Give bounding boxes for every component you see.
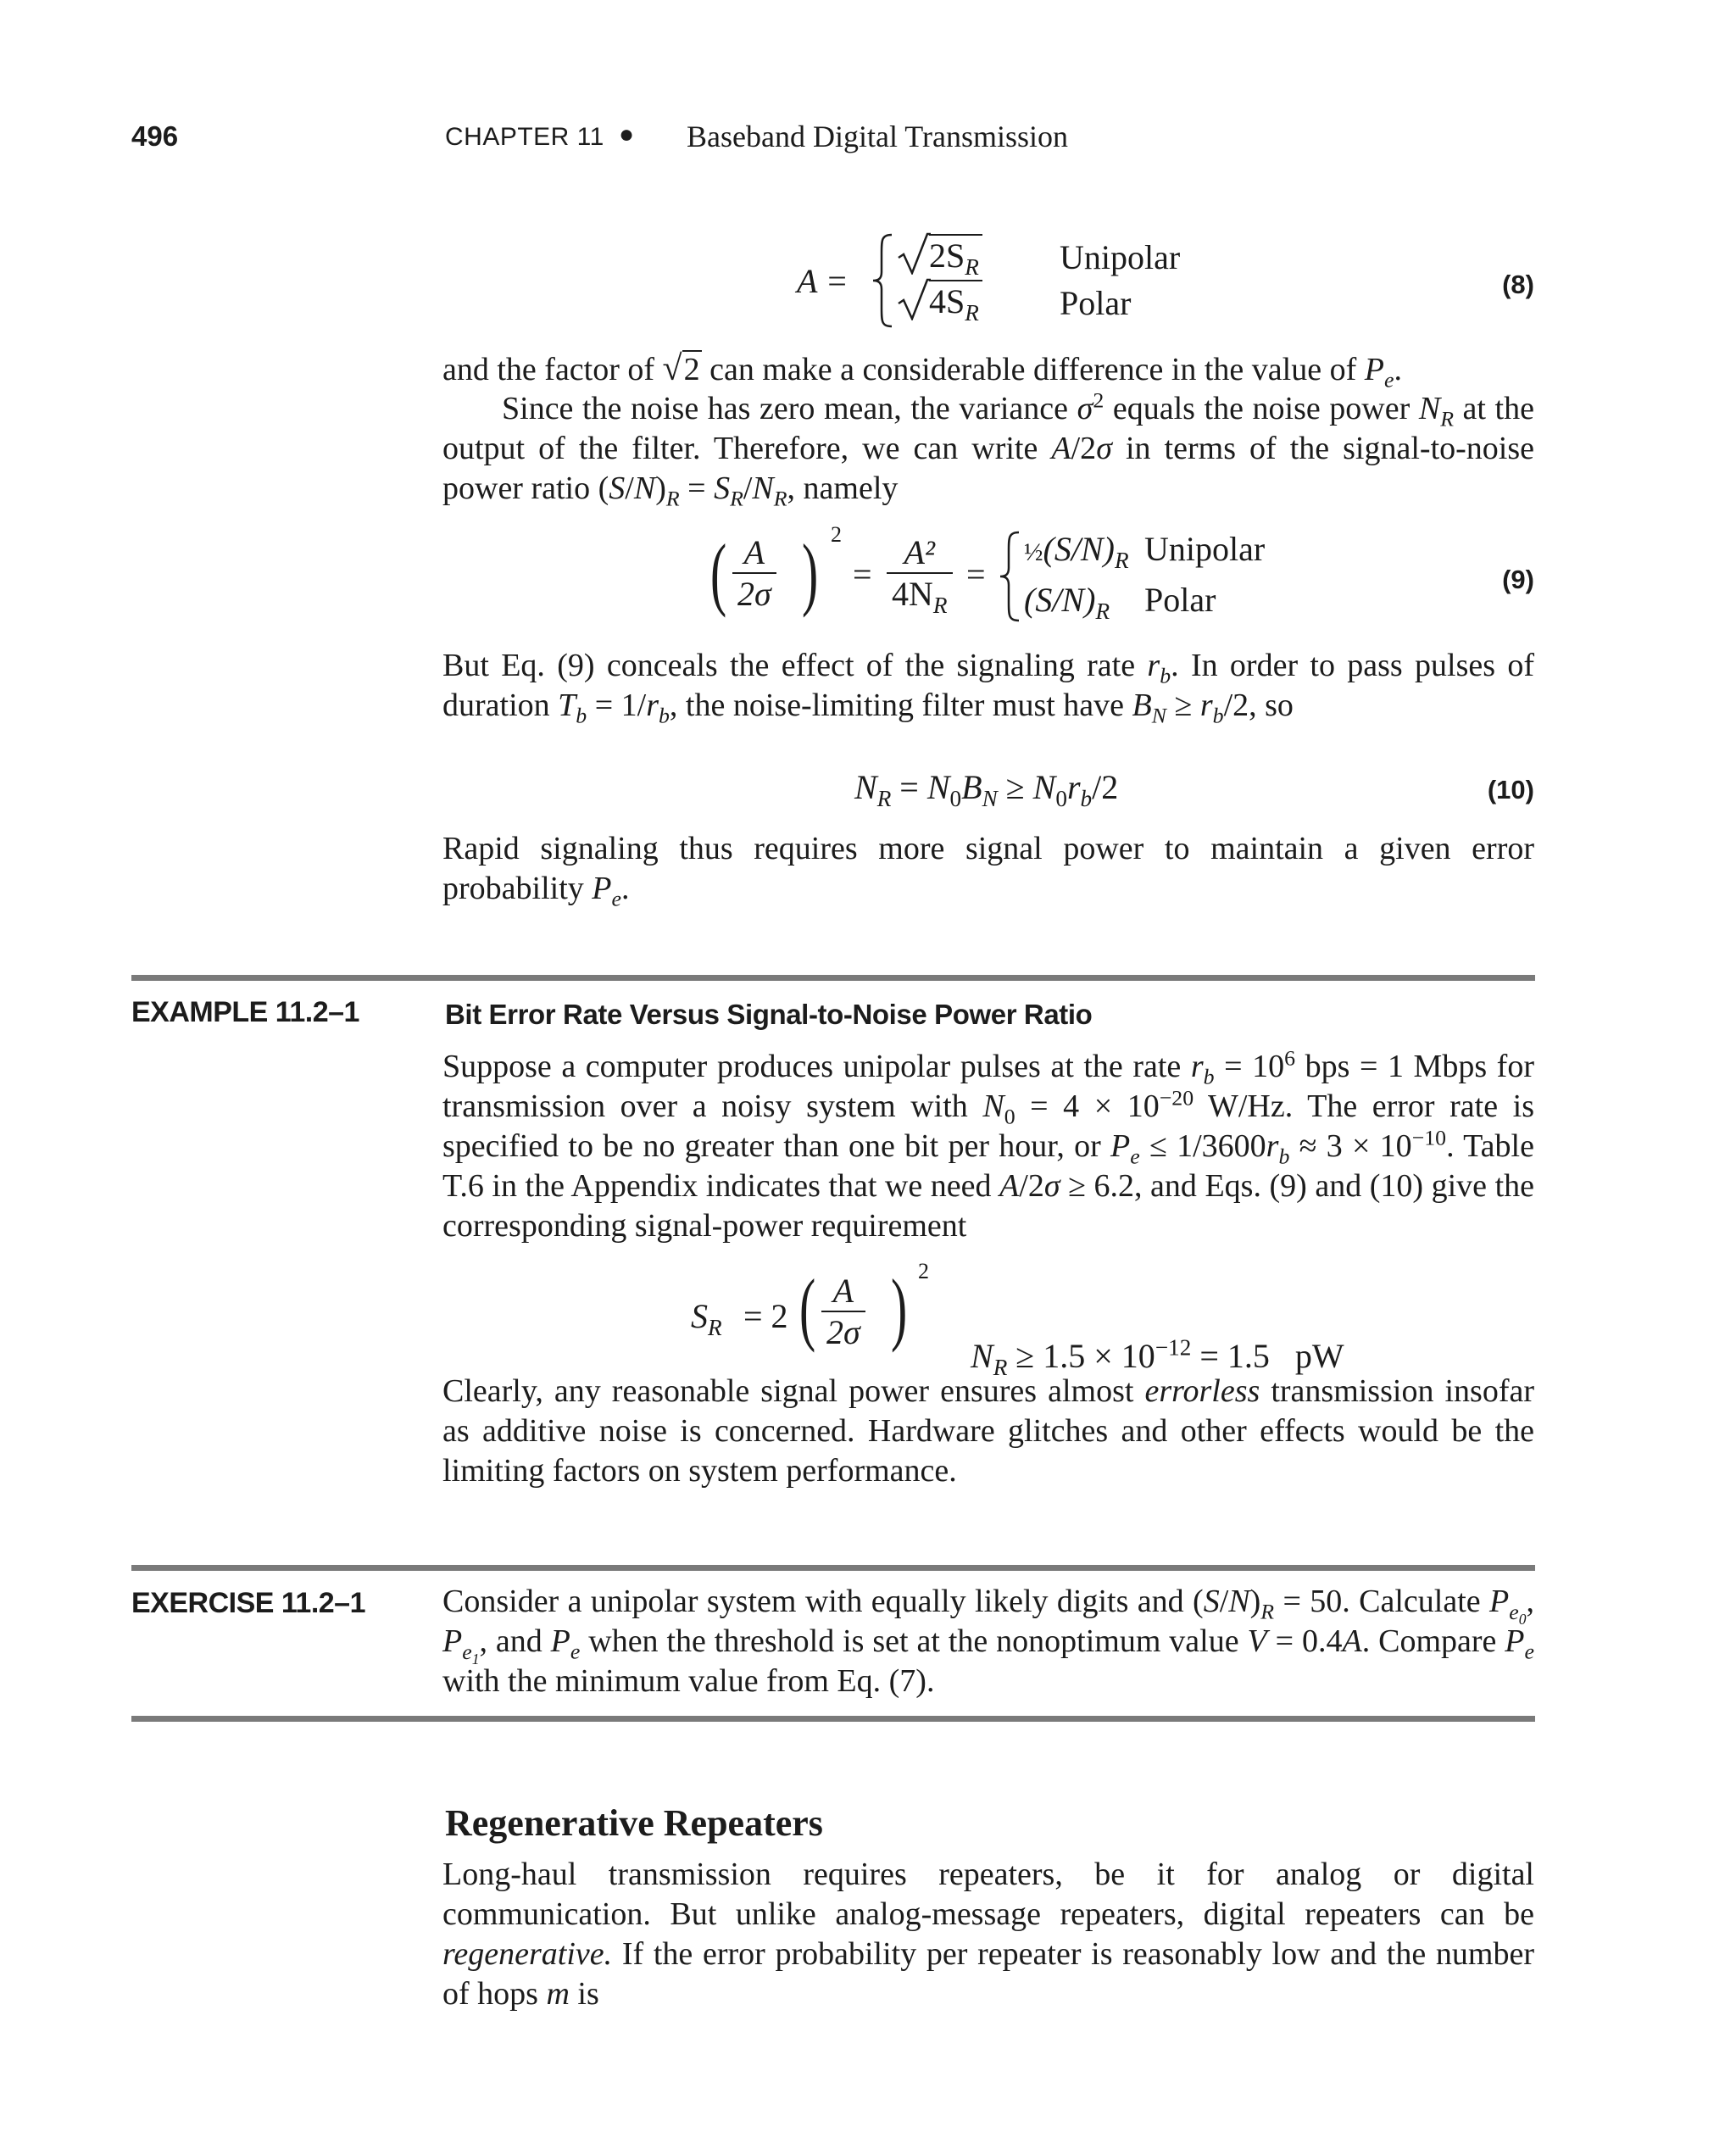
exercise-text: Consider a unipolar system with equally likely digits and $(S/N)_R = 50$. Calculate $P_{e_0}$, $P_{e_1}$, and $P_e$ when the threshold is set at the nonoptimum value V = 0.4A. Compare $P_e$ with the minimum value from Eq. (7). <box>442 1584 1534 1699</box>
eq8-case1-expr: $2S_R$ <box>929 234 982 276</box>
eq9-brace <box>999 531 1022 622</box>
chapter-label: CHAPTER 11 <box>445 123 604 151</box>
example-eq-paren-right: ) <box>891 1262 908 1353</box>
eq9-equals-1: = <box>853 555 872 593</box>
eq8-sqrt-2 <box>897 278 931 320</box>
example-eq-paren-left: ( <box>799 1262 816 1353</box>
paragraph-sqrt2: and the factor of √2 can make a considerable difference in the value of $P_e$. <box>442 349 1402 392</box>
eq8-case2-expr: $4S_R$ <box>929 280 982 321</box>
eq9-fraction-b: $\frac{\text{A²}}{4N_R}$ <box>887 532 953 614</box>
eq8-number: (8) <box>1502 270 1534 299</box>
eq8-case2-label: Polar <box>1060 284 1132 322</box>
eq9-fraction-a: $\frac{A}{2\sigma}$ <box>732 532 776 614</box>
example-eq-rest: $N_R \ge 1.5 \times 10^{-12} = 1.5$ pW <box>971 1334 1344 1380</box>
exercise-label: EXERCISE 11.2–1 <box>131 1587 366 1619</box>
example-label: EXAMPLE 11.2–1 <box>131 996 359 1028</box>
example-paragraph-2: Clearly, any reasonable signal power ensures almost errorless transmission insofar as additive noise is concerned. Hardware glitches and other effects would be the limiting factors on system performance. <box>442 1373 1534 1489</box>
exercise-bottom-rule <box>131 1716 1535 1722</box>
example-title: Bit Error Rate Versus Signal-to-Noise Power Ratio <box>445 999 1093 1030</box>
equation-8 <box>797 229 1390 331</box>
equation-9 <box>710 522 1388 627</box>
header-bullet: ● <box>619 120 635 148</box>
example-eq-fraction: $\frac{A}{2\sigma}$ <box>821 1271 865 1352</box>
equation-10: $N_R = N_0B_N \ge N_0r_b/2$ <box>854 768 1119 811</box>
sqrt-symbol: √ <box>662 349 682 388</box>
paragraph-signaling-rate: But Eq. (9) conceals the effect of the signaling rate $r_b$. In order to pass pulses of duration $T_b = 1/r_b$, the noise-limiting filter must have $B_N \ge r_b/2$, so <box>442 648 1534 728</box>
example-eq-power: 2 <box>918 1259 929 1283</box>
eq9-case1-label: Unipolar <box>1144 530 1266 568</box>
eq9-case2-label: Polar <box>1144 581 1216 619</box>
example-equation <box>691 1259 1454 1380</box>
eq10-number: (10) <box>1487 775 1534 804</box>
eq9-paren-left: ( <box>710 527 727 618</box>
page-number: 496 <box>131 120 179 152</box>
example-eq-coef: = 2 <box>743 1297 788 1335</box>
section-paragraph: Long-haul transmission requires repeaters, be it for analog or digital communication. But unlike analog-message repeaters, digital repeaters can be regenerative. If the error probability per repeater is reasonably low and the number of hops m is <box>442 1857 1534 2012</box>
eq8-lhs: A = <box>797 262 849 300</box>
example-paragraph-1: Suppose a computer produces unipolar pulses at the rate $r_b = 10^6$ bps = 1 Mbps for transmission over a noisy system with $N_0 = 4 \times 10^{-20}$ W/Hz. The error rate is specified to be no greater than one bit per hour, or $P_e \le 1/3600r_b \approx 3 \times 10^{-10}$. Table T.6 in the Appendix indicates that we need A/2σ ≥ 6.2, and Eqs. (9) and (10) give the corresponding signal-power requirement <box>442 1045 1534 1244</box>
example-top-rule <box>131 975 1535 981</box>
eq8-sqrt-1 <box>897 232 931 275</box>
eq9-power: 2 <box>831 522 842 547</box>
paragraph-variance: Since the noise has zero mean, the variance $\sigma^2$ equals the noise power $N_R$ at the output of the filter. Therefore, we can write A/2σ in terms of the signal-to-noise power ratio $(S/N)_R = S_R/N_R$, namely <box>442 387 1534 511</box>
eq8-case1-label: Unipolar <box>1060 238 1181 276</box>
eq9-case1: $\frac{1}{2}(S/N)_R$ <box>1024 530 1129 573</box>
example-eq-lhs: $S_R$ <box>691 1297 722 1340</box>
paragraph-rapid-signaling: Rapid signaling thus requires more signal power to maintain a given error probability $P_e$. <box>442 831 1534 911</box>
eq9-equals-2: = <box>966 555 986 593</box>
eq9-case2: $(S/N)_R$ <box>1024 581 1110 624</box>
eq8-brace <box>871 233 895 328</box>
chapter-title: Baseband Digital Transmission <box>687 120 1069 153</box>
exercise-top-rule <box>131 1565 1535 1571</box>
eq9-number: (9) <box>1502 565 1534 594</box>
eq9-paren-right: ) <box>802 527 819 618</box>
section-heading: Regenerative Repeaters <box>445 1802 823 1844</box>
